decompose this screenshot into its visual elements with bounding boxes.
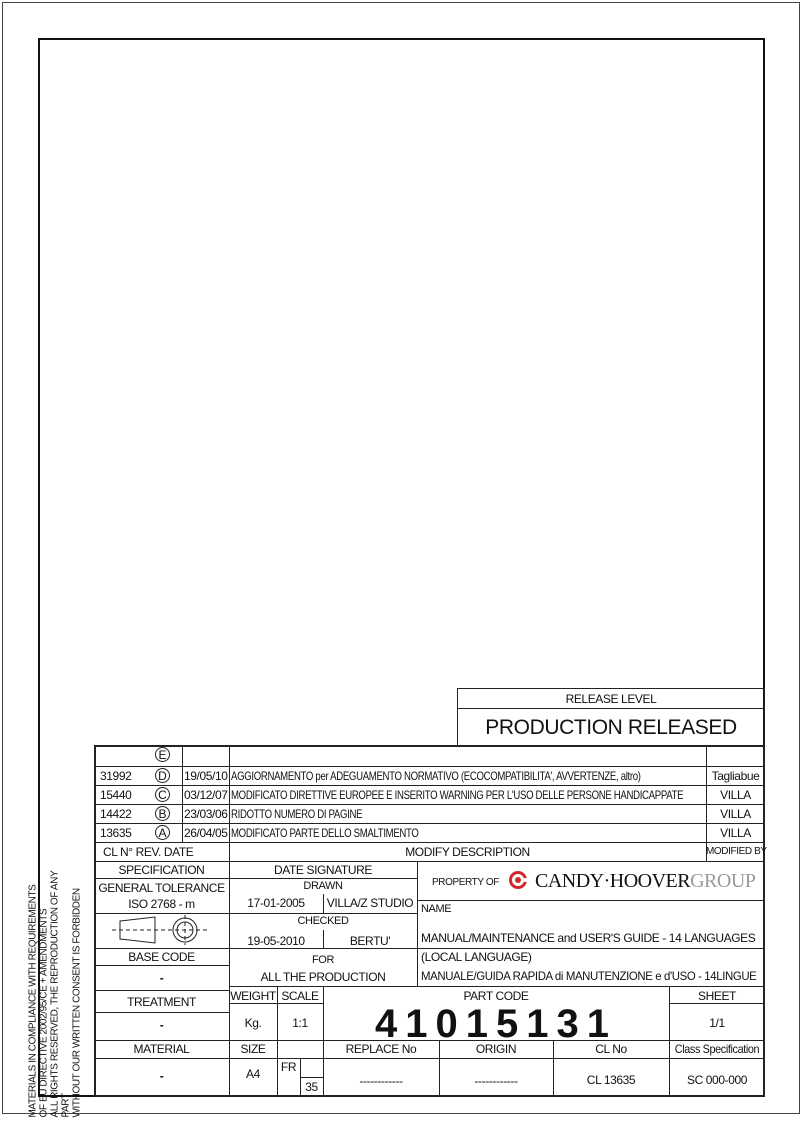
checked-date: 19-05-2010 (247, 934, 305, 948)
rev-header-description: MODIFY DESCRIPTION (405, 845, 530, 859)
revision-letter: D (155, 768, 170, 783)
name-value: MANUAL/MAINTENANCE and USER'S GUIDE - 14 LANGUAGES (421, 931, 756, 945)
local-language-value: MANUALE/GUIDA RAPIDA di MANUTENZIONE e d'USO - 14LINGUE (421, 969, 757, 983)
revision-cl: 13635 (100, 826, 132, 840)
cl-no-label: CL No (595, 1042, 627, 1056)
revision-date: 23/03/06 (184, 807, 228, 821)
sheet-label: SHEET (697, 989, 736, 1003)
revision-letter: A (155, 825, 170, 840)
cl-no-value: CL 13635 (586, 1073, 636, 1087)
candy-hoover-logo-icon (508, 870, 528, 890)
brand-name: CANDY·HOOVERGROUP (535, 870, 756, 892)
treatment-label: TREATMENT (127, 995, 196, 1009)
side-note: MATERIALS IN COMPLIANCE WITH REQUIREMENTS OF EU DIRECTIVE 2002/95/CE + AMENDMENTS ALL RIGHTS RESERVED, THE REPRODUCTION OF ANY PART WITHOUT OUR WRITTEN CONSENT IS FORBIDDEN (27, 870, 83, 1118)
revision-modified-by: VILLA (720, 807, 751, 821)
base-code-label: BASE CODE (128, 950, 195, 964)
revision-cl: 15440 (100, 788, 132, 802)
fr-value: 35 (305, 1080, 318, 1094)
projection-symbol-icon (110, 915, 220, 947)
weight-value: Kg. (244, 1016, 262, 1030)
sheet-value: 1/1 (709, 1016, 725, 1030)
weight-label: WEIGHT (230, 989, 276, 1003)
scale-label: SCALE (281, 989, 319, 1003)
revision-description: AGGIORNAMENTO per ADEGUAMENTO NORMATIVO (ECOCOMPATIBILITA', AVVERTENZE, altro) (231, 769, 641, 783)
checked-by: BERTU' (349, 934, 391, 948)
revision-date: 19/05/10 (184, 769, 228, 783)
size-value: A4 (246, 1067, 260, 1081)
revision-description: MODIFICATO DIRETTIVE EUROPEE E INSERITO WARNING PER L'USO DELLE PERSONE HANDICAPPATE (231, 788, 684, 802)
revision-letter: C (155, 787, 170, 802)
revision-cl: 14422 (100, 807, 132, 821)
drawn-by: VILLA/Z STUDIO (326, 896, 414, 910)
class-spec-value: SC 000-000 (686, 1073, 748, 1087)
origin-label: ORIGIN (475, 1042, 517, 1056)
material-label: MATERIAL (133, 1042, 190, 1056)
revision-modified-by: VILLA (720, 826, 751, 840)
revision-description: RIDOTTO NUMERO DI PAGINE (231, 807, 363, 821)
fr-label: FR (280, 1060, 297, 1074)
iso-value: ISO 2768 - m (128, 897, 195, 911)
revision-letter: E (155, 747, 170, 762)
replace-label: REPLACE No (345, 1042, 417, 1056)
revision-date: 26/04/05 (184, 826, 228, 840)
property-of-label: PROPERTY OF (432, 877, 499, 888)
material-value: - (159, 1069, 164, 1083)
revision-description: MODIFICATO PARTE DELLO SMALTIMENTO (231, 826, 419, 840)
size-label: SIZE (240, 1042, 266, 1056)
rev-header-cl: CL N° REV. DATE (103, 845, 194, 859)
revision-cl: 31992 (100, 769, 132, 783)
general-tolerance-label: GENERAL TOLERANCE (98, 881, 225, 895)
replace-value: ------------ (359, 1074, 403, 1088)
release-value: PRODUCTION RELEASED (485, 716, 737, 739)
part-code-label: PART CODE (463, 989, 529, 1003)
for-label: FOR (311, 954, 335, 966)
revision-letter: B (155, 806, 170, 821)
drawn-date: 17-01-2005 (247, 896, 305, 910)
specification-label: SPECIFICATION (118, 863, 205, 877)
drawn-label: DRAWN (303, 880, 343, 892)
release-label: RELEASE LEVEL (565, 692, 657, 706)
rev-header-modified-by: MODIFIED BY (706, 846, 767, 857)
treatment-value: - (159, 1018, 164, 1032)
revision-date: 03/12/07 (184, 788, 228, 802)
origin-value: ------------ (474, 1074, 518, 1088)
revision-modified-by: Tagliabue (711, 769, 760, 783)
name-label: NAME (421, 903, 452, 915)
base-code-value: - (159, 971, 164, 985)
for-value: ALL THE PRODUCTION (260, 970, 386, 984)
checked-label: CHECKED (297, 915, 349, 927)
local-language-label: (LOCAL LANGUAGE) (421, 950, 532, 964)
revision-modified-by: VILLA (720, 788, 751, 802)
class-spec-label: Class Specification (674, 1042, 760, 1056)
date-signature-label: DATE SIGNATURE (274, 863, 372, 877)
part-code-value: 41015131 (375, 1002, 617, 1046)
scale-value: 1:1 (292, 1016, 308, 1030)
